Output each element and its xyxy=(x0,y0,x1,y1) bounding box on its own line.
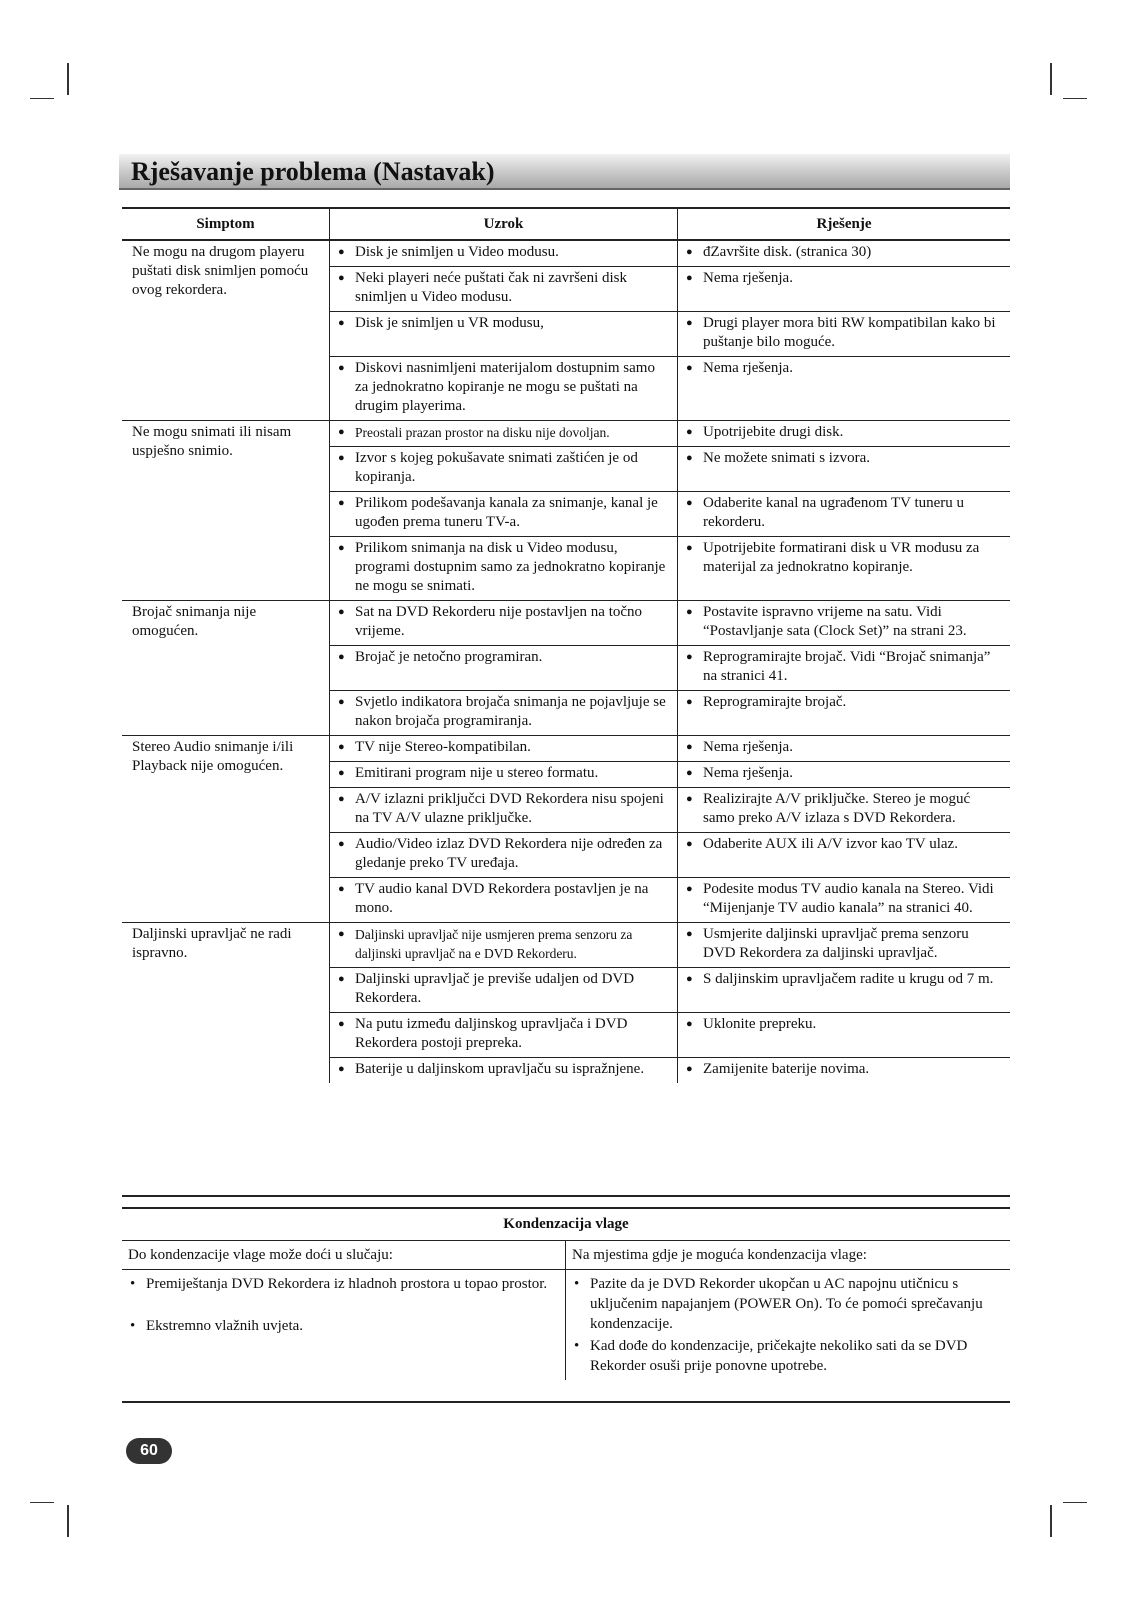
cause-cell xyxy=(330,492,678,537)
solution-cell xyxy=(678,691,1011,736)
section-header xyxy=(119,154,1010,190)
solution-text: ● Odaberite AUX ili A/V izvor kao TV ulaz. xyxy=(684,835,1004,854)
table-header-row xyxy=(122,209,1010,240)
condensation-left-item: • Ekstremno vlažnih uvjeta. xyxy=(128,1316,559,1336)
column-header-symptom: Simptom xyxy=(122,209,330,240)
cause-text: ● Baterije u daljinskom upravljaču su ispražnjene. xyxy=(336,1060,671,1079)
table-row xyxy=(122,240,1010,267)
cause-cell xyxy=(330,312,678,357)
cause-text: ● TV audio kanal DVD Rekordera postavljen je na mono. xyxy=(336,880,671,918)
solution-cell xyxy=(678,240,1011,267)
solution-text: ● Uklonite prepreku. xyxy=(684,1015,1004,1034)
solution-text: ● đZavršite disk. (stranica 30) xyxy=(684,243,1004,262)
cause-text: ● Disk je snimljen u VR modusu, xyxy=(336,314,671,333)
cause-cell xyxy=(330,267,678,312)
cause-cell xyxy=(330,447,678,492)
solution-text: ● Reprogramirajte brojač. Vidi “Brojač snimanja” na stranici 41. xyxy=(684,648,1004,686)
crop-mark xyxy=(67,63,69,95)
crop-mark xyxy=(67,1505,69,1537)
cause-text: ● Neki playeri neće puštati čak ni završeni disk snimljen u Video modusu. xyxy=(336,269,671,307)
solution-text: ● Usmjerite daljinski upravljač prema senzoru DVD Rekordera za daljinski upravljač. xyxy=(684,925,1004,963)
cause-text: ● A/V izlazni priključci DVD Rekordera nisu spojeni na TV A/V ulazne priključke. xyxy=(336,790,671,828)
solution-cell xyxy=(678,267,1011,312)
solution-cell xyxy=(678,601,1011,646)
cause-cell xyxy=(330,762,678,788)
solution-cell xyxy=(678,357,1011,421)
condensation-right-item: • Pazite da je DVD Rekorder ukopčan u AC napojnu utičnicu s uključenim napajanjem (POWER On). To će pomoći sprečavanju kondenzacije. xyxy=(572,1274,1004,1334)
solution-cell xyxy=(678,537,1011,601)
troubleshooting-table xyxy=(122,209,1010,1083)
solution-text: ● Ne možete snimati s izvora. xyxy=(684,449,1004,468)
table-bottom-rule xyxy=(122,1195,1010,1197)
cause-cell xyxy=(330,878,678,923)
solution-text: ● Nema rješenja. xyxy=(684,764,1004,783)
condensation-left-item: • Premiještanja DVD Rekordera iz hladnoh prostora u topao prostor. xyxy=(128,1274,559,1294)
solution-text: ● Nema rješenja. xyxy=(684,269,1004,288)
solution-text: ● Nema rješenja. xyxy=(684,359,1004,378)
solution-text: ● Realizirajte A/V priključke. Stereo je moguć samo preko A/V izlaza s DVD Rekordera. xyxy=(684,790,1004,828)
solution-text: ● S daljinskim upravljačem radite u krugu od 7 m. xyxy=(684,970,1004,989)
cause-text: ● Daljinski upravljač nije usmjeren prema senzoru za daljinski upravljač na e DVD Rekorderu. xyxy=(336,925,671,963)
cause-cell xyxy=(330,968,678,1013)
solution-cell xyxy=(678,1058,1011,1084)
column-header-cause: Uzrok xyxy=(330,209,678,240)
condensation-table xyxy=(122,1210,1010,1380)
cause-text: ● Prilikom podešavanja kanala za snimanje, kanal je ugođen prema tuneru TV-a. xyxy=(336,494,671,532)
solution-cell xyxy=(678,646,1011,691)
cause-cell xyxy=(330,788,678,833)
cause-text: ● TV nije Stereo-kompatibilan. xyxy=(336,738,671,757)
page-title: Rješavanje problema (Nastavak) xyxy=(131,157,495,186)
cause-text: ● Svjetlo indikatora brojača snimanja ne pojavljuje se nakon brojača programiranja. xyxy=(336,693,671,731)
crop-mark xyxy=(30,1502,54,1503)
solution-text: ● Upotrijebite drugi disk. xyxy=(684,423,1004,442)
cause-cell xyxy=(330,736,678,762)
condensation-content-row xyxy=(122,1270,1010,1381)
symptom-cell: Daljinski upravljač ne radi ispravno. xyxy=(122,923,330,1084)
crop-mark xyxy=(1050,1505,1052,1537)
cause-cell xyxy=(330,1058,678,1084)
cause-text: ● Audio/Video izlaz DVD Rekordera nije određen za gledanje preko TV uređaja. xyxy=(336,835,671,873)
solution-cell xyxy=(678,762,1011,788)
solution-cell xyxy=(678,878,1011,923)
symptom-cell: Ne mogu na drugom playeru puštati disk snimljen pomoću ovog rekordera. xyxy=(122,240,330,421)
solution-cell xyxy=(678,923,1011,968)
cause-text: ● Daljinski upravljač je previše udaljen od DVD Rekordera. xyxy=(336,970,671,1008)
condensation-right-item: • Kad dođe do kondenzacije, pričekajte nekoliko sati da se DVD Rekorder osuši prije ponovne upotrebe. xyxy=(572,1336,1004,1376)
crop-mark xyxy=(30,98,54,99)
cause-cell xyxy=(330,537,678,601)
solution-text: ● Upotrijebite formatirani disk u VR modusu za materijal za jednokratno kopiranje. xyxy=(684,539,1004,577)
solution-text: ● Nema rješenja. xyxy=(684,738,1004,757)
cause-cell xyxy=(330,1013,678,1058)
cause-text: ● Izvor s kojeg pokušavate snimati zaštićen je od kopiranja. xyxy=(336,449,671,487)
solution-cell xyxy=(678,492,1011,537)
symptom-cell: Stereo Audio snimanje i/ili Playback nije omogućen. xyxy=(122,736,330,923)
column-header-solution: Rješenje xyxy=(678,209,1011,240)
solution-cell xyxy=(678,833,1011,878)
solution-text: ● Podesite modus TV audio kanala na Stereo. Vidi “Mijenjanje TV audio kanala” na stranici 40. xyxy=(684,880,1004,918)
cause-text: ● Sat na DVD Rekorderu nije postavljen na točno vrijeme. xyxy=(336,603,671,641)
solution-text: ● Drugi player mora biti RW kompatibilan kako bi puštanje bilo moguće. xyxy=(684,314,1004,352)
cause-text: ● Preostali prazan prostor na disku nije dovoljan. xyxy=(336,423,671,442)
solution-cell xyxy=(678,447,1011,492)
cause-cell xyxy=(330,833,678,878)
page-number: 60 xyxy=(126,1438,172,1464)
table-row xyxy=(122,923,1010,968)
condensation-left-list xyxy=(122,1270,566,1381)
cause-text: ● Diskovi nasnimljeni materijalom dostupnim samo za jednokratno kopiranje ne mogu se puštati na drugim playerima. xyxy=(336,359,671,416)
cause-cell xyxy=(330,357,678,421)
condensation-left-header: Do kondenzacije vlage može doći u slučaju: xyxy=(122,1241,566,1270)
troubleshooting-table-body xyxy=(122,240,1010,1083)
condensation-bottom-rule xyxy=(122,1401,1010,1403)
solution-cell xyxy=(678,1013,1011,1058)
solution-cell xyxy=(678,968,1011,1013)
crop-mark xyxy=(1063,98,1087,99)
condensation-title: Kondenzacija vlage xyxy=(122,1210,1010,1241)
symptom-cell: Brojač snimanja nije omogućen. xyxy=(122,601,330,736)
cause-cell xyxy=(330,691,678,736)
table-row xyxy=(122,421,1010,447)
cause-cell xyxy=(330,646,678,691)
condensation-top-rule xyxy=(122,1207,1010,1209)
cause-cell xyxy=(330,240,678,267)
solution-cell xyxy=(678,736,1011,762)
solution-text: ● Postavite ispravno vrijeme na satu. Vidi “Postavljanje sata (Clock Set)” na strani 23. xyxy=(684,603,1004,641)
condensation-header-row xyxy=(122,1241,1010,1270)
solution-cell xyxy=(678,312,1011,357)
symptom-cell: Ne mogu snimati ili nisam uspješno snimio. xyxy=(122,421,330,601)
crop-mark xyxy=(1050,63,1052,95)
cause-cell xyxy=(330,421,678,447)
solution-text: ● Zamijenite baterije novima. xyxy=(684,1060,1004,1079)
solution-text: ● Odaberite kanal na ugrađenom TV tuneru u rekorderu. xyxy=(684,494,1004,532)
cause-text: ● Brojač je netočno programiran. xyxy=(336,648,671,667)
solution-cell xyxy=(678,421,1011,447)
table-row xyxy=(122,736,1010,762)
cause-text: ● Prilikom snimanja na disk u Video modusu, programi dostupnim samo za jednokratno kopiranje ne mogu se snimati. xyxy=(336,539,671,596)
solution-cell xyxy=(678,788,1011,833)
cause-text: ● Disk je snimljen u Video modusu. xyxy=(336,243,671,262)
solution-text: ● Reprogramirajte brojač. xyxy=(684,693,1004,712)
cause-text: ● Na putu između daljinskog upravljača i DVD Rekordera postoji prepreka. xyxy=(336,1015,671,1053)
table-row xyxy=(122,601,1010,646)
condensation-right-header: Na mjestima gdje je moguća kondenzacija vlage: xyxy=(566,1241,1011,1270)
cause-text: ● Emitirani program nije u stereo formatu. xyxy=(336,764,671,783)
condensation-right-list xyxy=(566,1270,1011,1381)
cause-cell xyxy=(330,923,678,968)
crop-mark xyxy=(1063,1502,1087,1503)
cause-cell xyxy=(330,601,678,646)
